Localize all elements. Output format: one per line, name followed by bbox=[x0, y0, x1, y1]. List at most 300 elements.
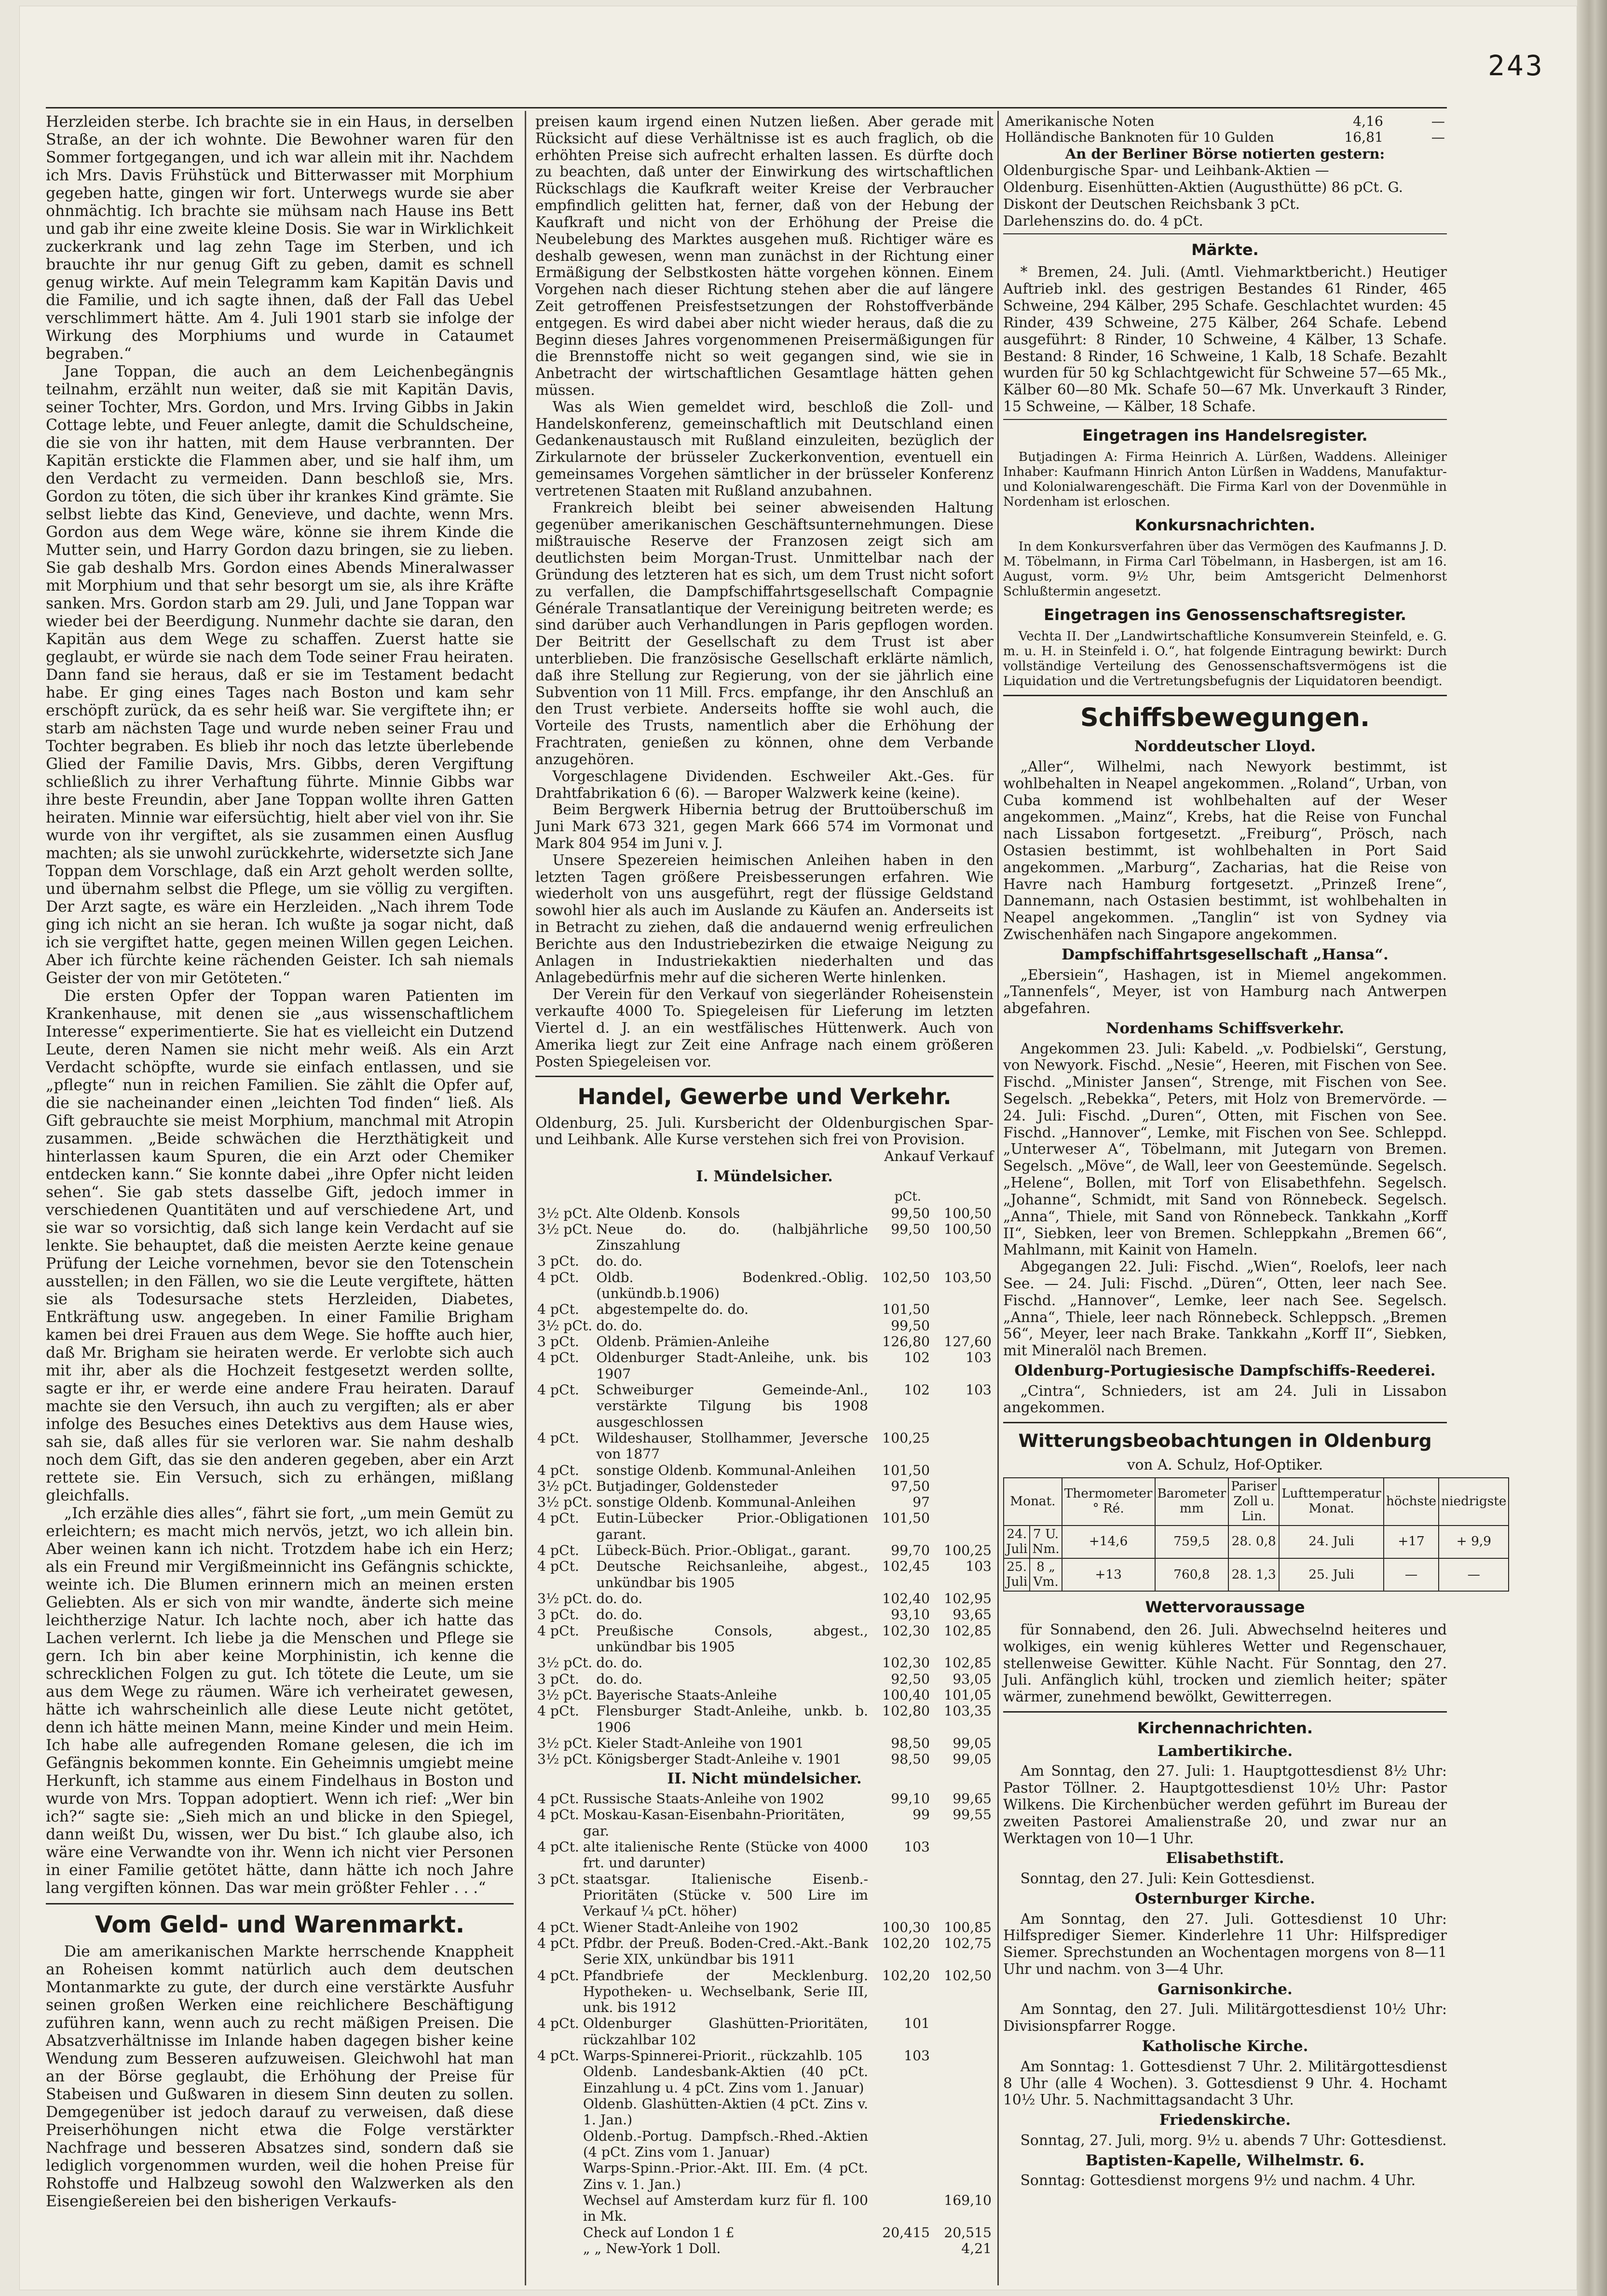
table-row bbox=[535, 2225, 994, 2241]
katholisch-title: Katholische Kirche. bbox=[1142, 2038, 1308, 2055]
weather-cell: +17 bbox=[1384, 1526, 1439, 1558]
baptisten-text: Sonntag: Gottesdienst morgens 9½ und nachm. 4 Uhr. bbox=[1020, 2172, 1416, 2189]
report-intro: Oldenburg, 25. Juli. Kursbericht der Oldenburgischen Spar- und Leihbank. Alle Kurse verstehen sich frei von Provision. bbox=[535, 1114, 994, 1148]
konkurs-text: In dem Konkursverfahren über das Vermögen des Kaufmanns J. D. M. Töbelmann, in Firma Carl Töbelmann, in Hasbergen, ist am 16. August, vorm. 9½ Uhr, beim Amtsgericht Delmenhorst Schlußtermin angesetzt. bbox=[1003, 539, 1447, 599]
price-ankauf: 102,20 bbox=[882, 1967, 930, 1984]
price-ankauf: 100,40 bbox=[882, 1687, 930, 1703]
price-verkauf: 103 bbox=[966, 1558, 992, 1575]
security-name: sonstige Oldenb. Kommunal-Anleihen bbox=[596, 1494, 856, 1511]
bond-rate: 3 pCt. bbox=[537, 1253, 579, 1270]
frieden-title: Friedenskirche. bbox=[1159, 2111, 1291, 2129]
header-verkauf: Verkauf bbox=[939, 1148, 994, 1165]
weather-header: niedrigste bbox=[1439, 1478, 1509, 1526]
security-name: do. do. bbox=[596, 1591, 643, 1607]
nordenham-text: Angekommen 23. Juli: Kabeld. „v. Podbielski“, Gerstung, von Newyork. Fischd. „Nesie“, Heeren, mit Fischen von See. Fischd. „Minister Jansen“, Strenge, mit Fischen von See. Segelsch. „Rebekka“, Peters, mit Holz von Bremervörde. — 24. Juli: Fischd. „Duren“, Otten, mit Fischen von See. Fischd. „Hannover“, Lemke, mit Fischen von See. Schleppd. „Unterweser A“, Töbelmann, mit Jutegarn von Bremen. Segelsch. „Möve“, de Wall, leer von Geestemünde. Segelsch. „Helene“, Bollen, mit Torf von Elisabethfehn. Segelsch. „Johanne“, Schmidt, mit Sand von Rönnebeck. Segelsch. „Anna“, Thiele, mit Sand von Rönnebeck. Tankkahn „Korff II“, Siebken, leer von Bremen. Schleppkahn „Bremen 66“, Mahlmann, mit Kainit von Hameln. bbox=[1003, 1040, 1447, 1258]
security-name: sonstige Oldenb. Kommunal-Anleihen bbox=[596, 1462, 856, 1478]
price-verkauf bbox=[932, 1430, 994, 1462]
table-row bbox=[535, 1871, 994, 1919]
price-ankauf: 101,50 bbox=[882, 1301, 930, 1318]
weather-cell: 7 U. Nm. bbox=[1030, 1526, 1062, 1558]
table-row bbox=[535, 1919, 994, 1935]
security-name: do. do. bbox=[596, 1253, 643, 1270]
security-name: Butjadinger, Goldensteder bbox=[596, 1478, 778, 1494]
security-name: do. do. bbox=[596, 1607, 643, 1623]
forecast-title: Wettervoraussage bbox=[1145, 1598, 1305, 1617]
berlin-line: Diskont der Deutschen Reichsbank 3 pCt. bbox=[1003, 196, 1300, 213]
price-verkauf: 93,05 bbox=[953, 1671, 992, 1687]
security-name: Pfdbr. der Preuß. Boden-Cred.-Akt.-Bank Serie XIX, unkündbar bis 1911 bbox=[583, 1935, 868, 1968]
nordenham-text-departures: Abgegangen 22. Juli: Fischd. „Wien“, Roelofs, leer nach See. — 24. Juli: Fischd. „Düren“, Otten, leer nach See. Fischd. „Hannover“, Lemke, leer nach See. Segelsch. „Anna“, Thiele, leer nach Rönnebeck. Schleppsch. „Bremen 56“, Meyer, leer nach Brake. Tankkahn „Korff II“, Siebken, mit Mineralöl nach Bremen. bbox=[1003, 1258, 1447, 1359]
price-verkauf: 93,65 bbox=[953, 1607, 992, 1623]
table-row bbox=[535, 1655, 994, 1671]
maerkte-text: * Bremen, 24. Juli. (Amtl. Viehmarktbericht.) Heutiger Auftrieb inkl. des gestrigen Bestandes 61 Rinder, 465 Schweine, 294 Kälber, 295 Schafe. Geschlachtet wurden: 45 Rinder, 439 Schweine, 275 Kälber, 264 Schafe. Lebend ausgeführt: 8 Rinder, 10 Schweine, 4 Kälber, 13 Schafe. Bestand: 8 Rinder, 16 Schweine, 1 Kalb, 18 Schafe. Bezahlt wurden für 50 kg Schlachtgewicht für Schweine 57—65 Mk., Kälber 60—80 Mk. Schafe 50—67 Mk. Unverkauft 3 Rinder, 15 Schweine, — Kälber, 18 Schafe. bbox=[1003, 263, 1447, 415]
berlin-line: Oldenburg. Eisenhütten-Aktien (Augusthütte) 86 pCt. G. bbox=[1003, 179, 1403, 196]
table-row bbox=[535, 1807, 994, 1839]
article-paragraph: Beim Bergwerk Hibernia betrug der Bruttoüberschuß im Juni Mark 673 321, gegen Mark 666 574 im Vormonat und Mark 804 954 im Juni v. J. bbox=[535, 801, 994, 851]
column-1 bbox=[46, 113, 514, 2211]
table-row bbox=[535, 1318, 994, 1334]
handelsregister-text: Butjadingen A: Firma Heinrich A. Lürßen, Waddens. Alleiniger Inhaber: Kaufmann Hinrich Anton Lürßen in Waddens, Manufaktur- und Kolonialwarengeschäft. Die Firma Karl von der Dovenmühle in Nordenham ist erloschen. bbox=[1003, 449, 1447, 509]
baptisten-title: Baptisten-Kapelle, Wilhelmstr. 6. bbox=[1085, 2151, 1365, 2169]
table-row bbox=[1003, 129, 1447, 145]
article-paragraph: preisen kaum irgend einen Nutzen ließen. Aber gerade mit Rücksicht auf diese Verhältnisse ist es auch fraglich, ob die erhöhten Preise sich aufrecht erhalten lassen. Es dürfte doch zu beachten, daß unter der Einwirkung des wirtschaftlichen Rückschlags die Kaufkraft weiter Kreise der Verbraucher empfindlich gelitten hat, ferner, daß von der Hebung der Kaufkraft und nicht von der Erhöhung der Preise die Neubelebung des Marktes ausgehen muß. Richtiger wäre es deshalb gewesen, wenn man zunächst in der Richtung einer Ermäßigung der Selbstkosten hätte vorgehen können. Einem Vorgehen nach dieser Richtung stehen aber die auf längere Zeit getroffenen Preisfestsetzungen der Rohstoffverbände entgegen. Es wird dabei aber nicht wieder heraus, daß die zu Beginn dieses Jahres vorgenommenen Preisermäßigungen für die Brennstoffe nicht so weit gegangen sind, wie sie in Anbetracht der wirtschaftlichen Gesamtlage hätten gehen müssen. bbox=[535, 113, 994, 398]
book-spine bbox=[1577, 0, 1607, 2296]
weather-byline: von A. Schulz, Hof-Optiker. bbox=[1127, 1456, 1323, 1473]
table-row bbox=[535, 1478, 994, 1494]
column-divider-2 bbox=[997, 111, 999, 2285]
price-ankauf: 101 bbox=[904, 2015, 930, 2032]
security-name: Eutin-Lübecker Prior.-Obligationen garant. bbox=[596, 1510, 868, 1542]
bond-rate: 4 pCt. bbox=[537, 1301, 579, 1318]
table-row bbox=[535, 1494, 994, 1510]
weather-cell: 759,5 bbox=[1155, 1526, 1229, 1558]
price-ankauf bbox=[870, 1871, 932, 1919]
price-ankauf: 99,70 bbox=[891, 1542, 930, 1559]
price-verkauf: 100,50 bbox=[944, 1205, 992, 1221]
section-title-market: Vom Geld- und Warenmarkt. bbox=[95, 1911, 465, 1938]
bond-rate: 3 pCt. bbox=[537, 1871, 579, 1887]
article-paragraph: „Ich erzähle dies alles“, fährt sie fort, „um mein Gemüt zu erleichtern; es macht mich nervös, jetzt, wo ich allein bin. Aber weinen kann ich nicht. Trotzdem habe ich ein Herz; als ein Freund mir Vergißmeinnicht ins Gefängnis schickte, weinte ich. Die Blumen erinnern mich an meinen ersten Geliebten. Als er sich von mir wandte, änderte sich meine leichtherzige Natur. Ich lachte noch, aber ich hatte das Lachen verlernt. Ich liebe ja die Menschen und Pflege sie gern. Ich bin aber keine Morphinistin, ich kenne die schrecklichen Folgen zu gut. Ich tötete die Leute, um sie aus dem Wege zu räumen. Wäre ich verheiratet gewesen, hätte ich wahrscheinlich alle diese Leute nicht getötet, denn ich hätte meinen Mann, meine Kinder und mein Heim. Ich habe alle aufregenden Romane gelesen, die ich im Gefängnis bekommen konnte. Ein Geheimnis umgiebt meine Herkunft, ich stamme aus einem Findelhaus in Boston und wurde von Mrs. Toppan adoptiert. Wenn ich rief: „Wer bin ich?“ sagte sie: „Sieh mich an und blicke in den Spiegel, dann weißt Du, wissen, wer Du bist.“ Ich glaube also, ich wäre eine Verwandte von ihr. Wenn ich nicht vier Personen in einer Familie getötet hätte, dann hätte ich noch Jahre lang vergiften können. Das war mein größter Fehler . . .“ bbox=[46, 1505, 514, 1897]
section-rule bbox=[1003, 695, 1447, 696]
price-ankauf: 102,45 bbox=[882, 1558, 930, 1575]
table-row bbox=[535, 1221, 994, 1254]
weather-cell: 25. Juli bbox=[1004, 1558, 1030, 1591]
table-row bbox=[535, 1623, 994, 1655]
elisabeth-text: Sonntag, den 27. Juli: Kein Gottesdienst. bbox=[1020, 1870, 1315, 1887]
table-row bbox=[535, 1510, 994, 1542]
table-row bbox=[535, 1839, 994, 1871]
price-ankauf: 103 bbox=[904, 1839, 930, 1855]
article-paragraph: Unsere Spezereien heimischen Anleihen haben in den letzten Tagen größere Preisbesserungen erfahren. Wie wiederholt von uns ausgeführt, regt der flüssige Geldstand sowohl hier als auch im Auslande zu Käufen an. Anderseits ist in Betracht zu ziehen, daß die andauernd wenig erfreulichen Berichte aus den Industriebezirken die etwaige Neigung zu Anlagen in Industriekaktien niederhalten und das Anlagebedürfnis mehr auf die sicheren Werte hinlenken. bbox=[535, 851, 994, 986]
forecast-text: für Sonnabend, den 26. Juli. Abwechselnd heiteres und wolkiges, ein wenig kühleres Wetter und Regenschauer, stellenweise Gewitter. Kühle Nacht. Für Sonntag, den 27. Juli. Anfänglich kühl, trocken und ziemlich heiter; später wärmer, zunehmend bewölkt, Gewitterregen. bbox=[1003, 1621, 1447, 1705]
table-row bbox=[535, 1703, 994, 1735]
price-ankauf bbox=[870, 2064, 932, 2096]
table-row bbox=[535, 2096, 994, 2128]
price-verkauf bbox=[932, 2015, 994, 2048]
berlin-note: An der Berliner Börse notierten gestern: bbox=[1065, 145, 1385, 162]
garnison-text: Am Sonntag, den 27. Juli. Militärgottesdienst 10½ Uhr: Divisionspfarrer Rogge. bbox=[1003, 2000, 1447, 2035]
table-row bbox=[535, 1671, 994, 1687]
section-rule bbox=[1003, 1422, 1447, 1423]
weather-cell: — bbox=[1384, 1558, 1439, 1591]
security-name: Neue do. do. (halbjährliche Zinszahlung bbox=[596, 1221, 868, 1254]
price-ankauf: 97,50 bbox=[891, 1478, 930, 1494]
security-name: Oldenb. Landesbank-Aktien (40 pCt. Einzahlung u. 4 pCt. Zins vom 1. Januar) bbox=[583, 2064, 868, 2096]
table-row bbox=[535, 2160, 994, 2192]
weather-title: Witterungsbeobachtungen in Oldenburg bbox=[1018, 1430, 1432, 1452]
price-ankauf: 99,50 bbox=[891, 1221, 930, 1237]
section-rule bbox=[1003, 419, 1447, 420]
weather-header: Monat. bbox=[1004, 1478, 1062, 1526]
bond-rate: 3½ pCt. bbox=[537, 1494, 593, 1511]
berlin-line: Oldenburgische Spar- und Leihbank-Aktien — bbox=[1003, 162, 1329, 179]
article-paragraph: Vorgeschlagene Dividenden. Eschweiler Akt.-Ges. für Drahtfabrikation 6 (6). — Baroper Walzwerk keine (keine). bbox=[535, 767, 994, 801]
top-rule bbox=[46, 107, 1447, 108]
security-name: Warps-Spinn.-Prior.-Akt. III. Em. (4 pCt. Zins v. 1. Jan.) bbox=[583, 2160, 868, 2192]
column-divider-1 bbox=[525, 111, 526, 2285]
price-verkauf: 100,50 bbox=[944, 1221, 992, 1237]
table-row bbox=[535, 2192, 994, 2225]
price-ankauf: 126,80 bbox=[882, 1334, 930, 1350]
handelsregister-title: Eingetragen ins Handelsregister. bbox=[1082, 426, 1368, 445]
lloyd-text: „Aller“, Wilhelmi, nach Newyork bestimmt, ist wohlbehalten in Neapel angekommen. „Roland“, Urban, von Cuba kommend ist wohlbehalten auf der Weser angekommen. „Mainz“, Krebs, hat die Reise von Funchal nach Lissabon fortgesetzt. „Freiburg“, Prösch, nach Ostasien bestimmt, ist wohlbehalten in Port Said angekommen. „Marburg“, Zacharias, hat die Reise von Havre nach Hamburg fortgesetzt. „Prinzeß Irene“, Dannemann, nach Ostasien bestimmt, ist wohlbehalten in Neapel angekommen. „Tanglin“ ist von Sydney via Zwischenhäfen nach Singapore angekommen. bbox=[1003, 757, 1447, 943]
weather-header: Thermometer ° Ré. bbox=[1062, 1478, 1155, 1526]
price-ankauf: 98,50 bbox=[891, 1751, 930, 1768]
table-row bbox=[535, 1735, 994, 1751]
article-paragraph: Frankreich bleibt bei seiner abweisenden Haltung gegenüber amerikanischen Geschäftsunternehmungen. Diese mißtrauische Reserve der Franzosen zeigt sich am deutlichsten beim Morgan-Trust. Unmittelbar nach der Gründung des letzteren hat es sich, um dem Trust nicht sofort zu verfallen, die Dampfschiffahrtsgesellschaft Compagnie Générale Transatlantique der Vereinigung beitreten werde; es sind darüber auch Verhandlungen in Paris gepflogen worden. Der Beitritt der Gesellschaft zu dem Trust ist aber unterblieben. Die französische Gesellschaft erklärte nämlich, daß ihre Stellung zur Regierung, von der sie jährlich eine Subvention von 11 Mill. Frcs. empfange, ihr den Anschluß an den Trust verbiete. Anderseits hoffte sie wohl auch, die Vorteile des Trusts, namentlich aber die Erhöhung der Frachtraten, genießen zu können, ohne dem Verbande anzugehören. bbox=[535, 499, 994, 768]
security-name: abgestempelte do. do. bbox=[596, 1301, 749, 1318]
group-2-title: II. Nicht mündelsicher. bbox=[667, 1770, 862, 1788]
schiff-title: Schiffsbewegungen. bbox=[1080, 703, 1370, 733]
price-verkauf bbox=[932, 2160, 994, 2192]
price-ankauf: 101,50 bbox=[882, 1510, 930, 1526]
bond-rate bbox=[535, 2225, 581, 2241]
osternburg-title: Osternburger Kirche. bbox=[1135, 1890, 1315, 1907]
price-verkauf: — bbox=[1431, 129, 1445, 146]
price-ankauf bbox=[870, 2160, 932, 2192]
bond-rate bbox=[535, 2096, 581, 2128]
price-ankauf: 97 bbox=[912, 1494, 930, 1511]
table-row bbox=[535, 1205, 994, 1221]
price-verkauf bbox=[932, 1839, 994, 1871]
security-name: Warps-Spinnerei-Priorit., rückzahlb. 105 bbox=[583, 2048, 863, 2064]
table-row bbox=[535, 1462, 994, 1478]
price-ankauf: 102,30 bbox=[882, 1655, 930, 1671]
portug-text: „Cintra“, Schnieders, ist am 24. Juli in Lissabon angekommen. bbox=[1003, 1382, 1447, 1416]
bond-rate: 4 pCt. bbox=[537, 2015, 579, 2032]
elisabeth-title: Elisabethstift. bbox=[1166, 1850, 1284, 1867]
price-ankauf: 99,50 bbox=[891, 1317, 930, 1334]
bond-rate: 4 pCt. bbox=[537, 1381, 579, 1398]
price-verkauf: 99,05 bbox=[953, 1751, 992, 1768]
security-name: „ „ New-York 1 Doll. bbox=[583, 2240, 721, 2256]
section-rule bbox=[1003, 1711, 1447, 1713]
section-rule bbox=[46, 1903, 514, 1904]
price-verkauf: 99,05 bbox=[953, 1735, 992, 1751]
bond-rate: 3 pCt. bbox=[537, 1334, 579, 1350]
weather-cell: 24. Juli bbox=[1279, 1526, 1384, 1558]
security-name: Oldb. Bodenkred.-Oblig.(unkündb.b.1906) bbox=[596, 1269, 868, 1302]
article-paragraph: Der Verein für den Verkauf von siegerländer Roheisenstein verkaufte 4000 To. Spiegeleisen für Lieferung im letzten Viertel d. J. an ein westfälisches Hüttenwerk. Auch von Amerika liegt zur Zeit eine Anfrage nach einem größeren Posten Spiegeleisen vor. bbox=[535, 986, 994, 1070]
security-name: Preußische Consols, abgest., unkündbar bis 1905 bbox=[596, 1622, 868, 1655]
bond-rate: 3½ pCt. bbox=[537, 1221, 593, 1237]
price-verkauf: 103,50 bbox=[944, 1269, 992, 1285]
weather-row bbox=[1004, 1558, 1509, 1591]
bond-rate bbox=[535, 2064, 581, 2096]
header-ankauf: Ankauf bbox=[884, 1148, 935, 1165]
price-ankauf bbox=[870, 1253, 932, 1269]
security-name: Lübeck-Büch. Prior.-Obligat., garant. bbox=[596, 1542, 851, 1559]
group-1-title: I. Mündelsicher. bbox=[696, 1168, 833, 1186]
security-name: Holländische Banknoten für 10 Gulden bbox=[1005, 129, 1274, 146]
security-name: Moskau-Kasan-Eisenbahn-Prioritäten, gar. bbox=[583, 1807, 845, 1839]
weather-header: höchste bbox=[1384, 1478, 1439, 1526]
frieden-text: Sonntag, 27. Juli, morg. 9½ u. abends 7 Uhr: Gottesdienst. bbox=[1020, 2131, 1447, 2148]
weather-cell: +13 bbox=[1062, 1558, 1155, 1591]
price-verkauf: 102,85 bbox=[944, 1622, 992, 1639]
security-name: Oldenb. Prämien-Anleihe bbox=[596, 1334, 770, 1350]
bond-rate: 3½ pCt. bbox=[537, 1317, 593, 1334]
table-row bbox=[535, 1334, 994, 1350]
table-row bbox=[535, 1935, 994, 1968]
page-number: 243 bbox=[1488, 49, 1544, 82]
bond-rate: 4 pCt. bbox=[537, 2048, 579, 2064]
bond-rate: 4 pCt. bbox=[537, 1350, 579, 1366]
price-verkauf bbox=[932, 2128, 994, 2161]
weather-cell: 8 „ Vm. bbox=[1030, 1558, 1062, 1591]
security-name: Oldenburger Glashütten-Prioritäten, rückzahlbar 102 bbox=[583, 2015, 868, 2048]
price-ankauf: 100,30 bbox=[882, 1919, 930, 1935]
bond-rate: 3 pCt. bbox=[537, 1607, 579, 1623]
konkurs-title: Konkursnachrichten. bbox=[1134, 515, 1316, 534]
price-verkauf: 99,55 bbox=[953, 1807, 992, 1823]
osternburg-text: Am Sonntag, den 27. Juli. Gottesdienst 10 Uhr: Hilfsprediger Siemer. Kinderlehre 11 Uhr: Hilfsprediger Siemer. Sprechstunden an Wochentagen morgens von 8—11 Uhr und nachm. von 3—4 Uhr. bbox=[1003, 1910, 1447, 1977]
price-verkauf: 20,515 bbox=[944, 2224, 992, 2241]
currency-table bbox=[1003, 113, 1447, 146]
lamberti-title: Lambertikirche. bbox=[1157, 1742, 1293, 1760]
price-verkauf: 127,60 bbox=[944, 1334, 992, 1350]
price-ankauf bbox=[870, 2241, 932, 2256]
bond-rate: 3½ pCt. bbox=[537, 1205, 593, 1221]
price-ankauf: 100,25 bbox=[882, 1430, 930, 1446]
garnison-title: Garnisonkirche. bbox=[1158, 1980, 1293, 1998]
weather-header: Barometer mm bbox=[1155, 1478, 1229, 1526]
price-ankauf: 102,20 bbox=[882, 1935, 930, 1951]
price-verkauf bbox=[932, 1318, 994, 1334]
price-verkauf: 103 bbox=[966, 1350, 992, 1366]
article-paragraph: Die ersten Opfer der Toppan waren Patienten im Krankenhause, mit denen sie „aus wissenschaftlichem Interesse“ experimentierte. Sie hat es vielleicht ein Dutzend Leute, deren Namen sie nicht mehr weiß. Als ein Arzt Verdacht schöpfte, wurde sie einfach entlassen, und sie „pflegte“ nun in reichen Familien. Sie zählt die Opfer auf, die sie nacheinander einen „leichten Tod finden“ ließ. Als Gift gebrauchte sie meist Morphium, manchmal mit Atropin zusammen. „Beide schwächen die Herzthätigkeit und hinterlassen kaum Spuren, die ein Arzt oder Chemiker entdecken kann.“ Sie konnte dabei „ihre Opfer nicht leiden sehen“. Sie gab stets dasselbe Gift, jedoch immer in verschiedenen Quantitäten und auf verschiedene Art, und sie war so vorsichtig, daß sich lange kein Verdacht auf sie lenkte. Sie behauptet, daß die meisten Aerzte keine genaue Prüfung der Leiche vornehmen, bevor sie den Totenschein ausstellen; in den Fällen, wo sie die Leute vergiftete, hätten sie als Todesursache stets Herzleiden, Diabetes, Entkräftung usw. angegeben. In einer Familie Brigham kamen bei drei Frauen aus dem Wege. Sie hoffte auch hier, daß Mr. Brigham sie heiraten werde. Er verlobte sich auch mit ihr, aber als die Hochzeit festgesetzt werden sollte, sagte er ihr, er werde eine andere Frau heiraten. Darauf machte sie den Versuch, ihn auch zu vergiften; als er aber infolge des Besuches eines Detektivs aus dem Hause wies, sah sie, daß alles für sie verloren war. Sie nahm deshalb noch dem Gift, das sie den anderen gegeben, aber ein Arzt rettete sie. Ein Versuch, sich zu erhängen, mißlang gleichfalls. bbox=[46, 987, 514, 1504]
security-name: Oldenb.-Portug. Dampfsch.-Rhed.-Aktien (4 pCt. Zins vom 1. Januar) bbox=[583, 2128, 868, 2160]
price-ankauf: 99 bbox=[912, 1807, 930, 1823]
article-paragraph: Jane Toppan, die auch an dem Leichenbegängnis teilnahm, erzählt nun weiter, daß sie mit Kapitän Davis, seiner Tochter, Mrs. Gordon, und Mrs. Irving Gibbs in Jakin Cottage lebte, und Feuer anlegte, damit die Schuldscheine, die sie von ihr hatten, mit dem Hause verbrannten. Der Kapitän erstickte die Flammen aber, und sie half ihm, um den Verdacht zu vermeiden. Dann beschloß sie, Mrs. Gordon zu töten, die sich über ihr krankes Kind grämte. Sie selbst liebte das Kind, Genevieve, und dachte, wenn Mrs. Gordon aus dem Wege wäre, könne sie ihrem Kinde die Mutter sein, und Harry Gordon dazu bringen, sie zu lieben. Sie gab deshalb Mrs. Gordon eines Abends Mineralwasser mit Morphium und that sehr besorgt um sie, als ihre Kräfte sanken. Mrs. Gordon starb am 29. Juli, und Jane Toppan war wieder bei der Beerdigung. Nunmehr dachte sie daran, den Kapitän aus dem Wege zu schaffen. Zuerst hatte sie geglaubt, er würde sie nach dem Tode seiner Frau heiraten. Dann fand sie heraus, daß er sie im Testament bedacht habe. Er ging eines Tages nach Boston und kam sehr erschöpft zurück, da es sehr heiß war. Sie vergiftete ihn; er starb am nächsten Tage und wurde neben seiner Frau und Tochter begraben. Es blieb ihr noch das letzte überlebende Glied der Familie Davis, Mrs. Gibbs, deren Vergiftung schließlich zu ihrer Verhaftung führte. Minnie Gibbs war ihre beste Freundin, aber Jane Toppan wollte ihren Gatten heiraten. Minnie war eifersüchtig, hielt aber viel von ihr. Sie wurde von ihr vergiftet, als sie zusammen einen Ausflug machten; als sie unwohl zurückkehrte, widersetzte sich Jane Toppan dem Vorschlage, daß ein Arzt geholt werden sollte, und übernahm selbst die Pflege, um sie völlig zu vergiften. Der Arzt sagte, es wäre ein Herzleiden. „Nach ihrem Tode ging ich nicht an sie heran. Ich wußte ja sogar nicht, daß ich sie vergiftet hatte, gegen meinen Willen gegen Leichen. Aber ich fürchte keine rächenden Geister. Ich sah niemals Geister der von mir Getöteten.“ bbox=[46, 363, 514, 987]
bond-rate: 3½ pCt. bbox=[537, 1478, 593, 1494]
bond-rate: 4 pCt. bbox=[537, 1542, 579, 1559]
security-name: do. do. bbox=[596, 1317, 643, 1334]
price-ankauf bbox=[870, 2128, 932, 2161]
column-2 bbox=[535, 113, 994, 2256]
security-name: do. do. bbox=[596, 1655, 643, 1671]
price-ankauf: 102,30 bbox=[882, 1622, 930, 1639]
column-3 bbox=[1003, 113, 1507, 2189]
price-verkauf bbox=[932, 2064, 994, 2096]
price-verkauf: 99,65 bbox=[953, 1791, 992, 1807]
table-row bbox=[535, 1687, 994, 1703]
bond-rate bbox=[535, 2241, 581, 2256]
maerkte-title: Märkte. bbox=[1191, 240, 1259, 259]
bond-table-nicht-mundelsicher bbox=[535, 1791, 994, 2256]
security-name: staatsgar. Italienische Eisenb.-Prioritäten (Stücke v. 500 Lire im Verkauf ¼ pCt. höher) bbox=[583, 1871, 868, 1919]
bond-rate: 4 pCt. bbox=[537, 1430, 579, 1446]
security-name: Russische Staats-Anleihe von 1902 bbox=[583, 1791, 825, 1807]
price-verkauf bbox=[932, 1871, 994, 1919]
price-verkauf: 101,05 bbox=[944, 1687, 992, 1703]
section-rule bbox=[535, 1076, 994, 1077]
bond-rate: 3½ pCt. bbox=[537, 1687, 593, 1703]
bond-rate bbox=[535, 2192, 581, 2225]
table-row bbox=[1003, 113, 1447, 129]
section-title-handel: Handel, Gewerbe und Verkehr. bbox=[577, 1084, 952, 1110]
security-name: Oldenburger Stadt-Anleihe, unk. bis 1907 bbox=[596, 1350, 868, 1382]
price-ankauf: 102,50 bbox=[882, 1269, 930, 1285]
price-verkauf: 102,95 bbox=[944, 1591, 992, 1607]
price-verkauf: 4,21 bbox=[961, 2240, 992, 2256]
bond-rate: 4 pCt. bbox=[537, 1967, 579, 1984]
berlin-line: Darlehenszins do. do. 4 pCt. bbox=[1003, 212, 1203, 229]
katholisch-text: Am Sonntag: 1. Gottesdienst 7 Uhr. 2. Militärgottesdienst 8 Uhr (alle 4 Wochen). 3. Gottesdienst 9 Uhr. 4. Hochamt 10½ Uhr. 5. Nachmittagsandacht 3 Uhr. bbox=[1003, 2057, 1447, 2108]
table-row bbox=[535, 1591, 994, 1607]
bond-rate: 4 pCt. bbox=[537, 1919, 579, 1935]
bond-rate: 4 pCt. bbox=[537, 1791, 579, 1807]
price-ankauf: 99,50 bbox=[891, 1205, 930, 1221]
price-verkauf: 102,50 bbox=[944, 1967, 992, 1984]
nordenham-title: Nordenhams Schiffsverkehr. bbox=[1105, 1019, 1344, 1037]
price-verkauf bbox=[932, 1253, 994, 1269]
table-row bbox=[535, 1607, 994, 1622]
price-verkauf bbox=[932, 1462, 994, 1478]
weather-cell: — bbox=[1439, 1558, 1509, 1591]
weather-cell: 28. 1,3 bbox=[1228, 1558, 1279, 1591]
table-row bbox=[535, 2241, 994, 2256]
price-ankauf: 4,16 bbox=[1353, 113, 1383, 129]
market-paragraph: Die am amerikanischen Markte herrschende Knappheit an Roheisen kommt natürlich auch dem deutschen Montanmarkte zu gute, der durch eine verstärkte Ausfuhr seinen großen Werken eine reichlichere Beschäftigung zuführen kann, wenn auch zu recht mäßigen Preisen. Die Absatzverhältnisse im Inlande haben dagegen bisher keine Wendung zum Besseren aufzuweisen. Gleichwohl hat man an der Börse geglaubt, die Erhöhung der Preise für Stabeisen und Gußwaren in diesem Sinn deuten zu sollen. Demgegenüber ist jedoch darauf zu verweisen, daß diese Preiserhöhungen nicht etwa die Folge verstärkter Nachfrage und besseren Absatzes sind, sondern daß sie lediglich vorgenommen wurden, weil die hohen Preise für Rohstoffe und Halbzeug sowohl den Walzwerken als den Eisengießereien bei den bisherigen Verkaufs- bbox=[46, 1943, 514, 2210]
berlin-list bbox=[1003, 162, 1447, 229]
security-name: Alte Oldenb. Konsols bbox=[596, 1205, 740, 1221]
table-row bbox=[535, 1542, 994, 1558]
bond-rate: 4 pCt. bbox=[537, 1935, 579, 1951]
bond-rate: 3½ pCt. bbox=[537, 1751, 593, 1768]
group-1-unit: pCt. bbox=[894, 1189, 921, 1204]
bond-rate: 3½ pCt. bbox=[537, 1591, 593, 1607]
table-row bbox=[535, 1791, 994, 1807]
bond-rate: 4 pCt. bbox=[537, 1269, 579, 1285]
table-row bbox=[535, 1270, 994, 1302]
bond-rate: 4 pCt. bbox=[537, 1807, 579, 1823]
security-name: Oldenb. Glashütten-Aktien (4 pCt. Zins v. 1. Jan.) bbox=[583, 2096, 868, 2128]
security-name: Amerikanische Noten bbox=[1005, 113, 1155, 129]
weather-table bbox=[1003, 1477, 1509, 1592]
bond-rate: 4 pCt. bbox=[537, 1558, 579, 1575]
article-paragraph: Herzleiden sterbe. Ich brachte sie in ein Haus, in derselben Straße, an der ich wohnte. Die Bewohner waren für den Sommer fortgegangen, und ich war allein mit ihr. Nachdem ich Mrs. Davis Frühstück und Bitterwasser mit Morphium gegeben hatte, gingen wir fort. Unterwegs wurde sie aber ohnmächtig. Ich brachte sie mühsam nach Hause ins Bett und gab ihr eine zweite kleine Dosis. Sie war in Wirklichkeit zuckerkrank und lag zehn Tage im Sterben, und ich brauchte ihr nur genug Gift zu geben, damit es schnell genug wirkte. Auf mein Telegramm kam Kapitän Davis und die Familie, und ich sagte ihnen, daß der Fall das Uebel verschlimmert hätte. Am 4. Juli 1901 starb sie infolge der Wirkung des Morphiums und wurde in Cataumet begraben.“ bbox=[46, 113, 514, 363]
weather-row bbox=[1004, 1526, 1509, 1558]
lloyd-title: Norddeutscher Lloyd. bbox=[1134, 738, 1316, 756]
security-name: Kieler Stadt-Anleihe von 1901 bbox=[596, 1735, 804, 1751]
table-row bbox=[535, 1253, 994, 1269]
article-paragraph: Was als Wien gemeldet wird, beschloß die Zoll- und Handelskonferenz, gemeinschaftlich mit Deutschland einen Gedankenaustausch mit Rußland einzuleiten, bezüglich der Zirkularnote der brüsseler Zuckerkonvention, eventuell ein gemeinsames Vorgehen sämtlicher in der brüsseler Konferenz vertretenen Staaten mit Rußland anzubahnen. bbox=[535, 398, 994, 499]
weather-cell: +14,6 bbox=[1062, 1526, 1155, 1558]
price-ankauf: 16,81 bbox=[1344, 129, 1383, 146]
price-ankauf: 20,415 bbox=[882, 2224, 930, 2241]
security-name: Bayerische Staats-Anleihe bbox=[596, 1687, 777, 1703]
price-ankauf bbox=[870, 2192, 932, 2225]
table-row bbox=[535, 2048, 994, 2064]
weather-cell: + 9,9 bbox=[1439, 1526, 1509, 1558]
table-row bbox=[535, 1430, 994, 1462]
price-verkauf: 100,85 bbox=[944, 1919, 992, 1935]
table-row bbox=[535, 2015, 994, 2048]
bond-rate: 4 pCt. bbox=[537, 1839, 579, 1855]
security-name: do. do. bbox=[596, 1671, 643, 1687]
table-row bbox=[535, 1350, 994, 1382]
price-verkauf: 100,25 bbox=[944, 1542, 992, 1559]
bond-rate: 4 pCt. bbox=[537, 1703, 579, 1719]
bond-rate: 4 pCt. bbox=[537, 1510, 579, 1526]
price-verkauf: 102,75 bbox=[944, 1935, 992, 1951]
price-verkauf bbox=[932, 2048, 994, 2064]
price-ankauf: 102 bbox=[904, 1350, 930, 1366]
genossenschaft-title: Eingetragen ins Genossenschaftsregister. bbox=[1044, 606, 1406, 624]
price-verkauf bbox=[932, 1478, 994, 1494]
price-ankauf: 102,80 bbox=[882, 1703, 930, 1719]
price-verkauf: 102,85 bbox=[944, 1655, 992, 1671]
hansa-title: Dampfschiffahrtsgesellschaft „Hansa“. bbox=[1062, 945, 1389, 963]
security-name: Schweiburger Gemeinde-Anl., verstärkte Tilgung bis 1908 ausgeschlossen bbox=[596, 1381, 868, 1430]
weather-cell: 25. Juli bbox=[1279, 1558, 1384, 1591]
section-rule bbox=[1003, 233, 1447, 234]
price-ankauf: 92,50 bbox=[891, 1671, 930, 1687]
security-name: Check auf London 1 £ bbox=[583, 2224, 735, 2241]
lamberti-text: Am Sonntag, den 27. Juli: 1. Hauptgottesdienst 8½ Uhr: Pastor Töllner. 2. Hauptgottesdienst 10½ Uhr: Pastor Wilkens. Die Kirchenbücher werden geführt im Bureau der zweiten Pastorei Amalienstraße 20, und zwar nur an Werktagen von 10—1 Uhr. bbox=[1003, 1762, 1447, 1847]
bond-rate: 4 pCt. bbox=[537, 1622, 579, 1639]
bond-rate: 3 pCt. bbox=[537, 1671, 579, 1687]
price-verkauf: — bbox=[1431, 113, 1445, 129]
table-row bbox=[535, 1751, 994, 1767]
weather-header: Pariser Zoll u. Lin. bbox=[1228, 1478, 1279, 1526]
bond-rate: 3½ pCt. bbox=[537, 1735, 593, 1751]
price-verkauf bbox=[932, 1494, 994, 1510]
security-name: Wechsel auf Amsterdam kurz für fl. 100 in Mk. bbox=[583, 2192, 868, 2225]
price-column-headers bbox=[535, 1148, 994, 1165]
weather-cell: 760,8 bbox=[1155, 1558, 1229, 1591]
security-name: Deutsche Reichsanleihe, abgest., unkündbar bis 1905 bbox=[596, 1558, 868, 1591]
price-verkauf: 103,35 bbox=[944, 1703, 992, 1719]
security-name: Flensburger Stadt-Anleihe, unkb. b. 1906 bbox=[596, 1703, 868, 1735]
weather-cell: 28. 0,8 bbox=[1228, 1526, 1279, 1558]
price-verkauf bbox=[932, 1301, 994, 1317]
hansa-text: „Ebersiein“, Hashagen, ist in Miemel angekommen. „Tannenfels“, Meyer, ist von Hamburg nach Antwerpen abgefahren. bbox=[1003, 966, 1447, 1017]
price-verkauf: 103 bbox=[966, 1381, 992, 1398]
price-ankauf: 101,50 bbox=[882, 1462, 930, 1478]
price-ankauf: 99,10 bbox=[891, 1791, 930, 1807]
security-name: Königsberger Stadt-Anleihe v. 1901 bbox=[596, 1751, 842, 1768]
table-row bbox=[535, 1968, 994, 2016]
security-name: Wildeshauser, Stollhammer, Jeversche von 1877 bbox=[596, 1430, 868, 1462]
security-name: Pfandbriefe der Mecklenburg. Hypotheken- u. Wechselbank, Serie III, unk. bis 1912 bbox=[583, 1967, 868, 2016]
price-verkauf bbox=[932, 1510, 994, 1542]
weather-header: Lufttemperatur Monat. bbox=[1279, 1478, 1384, 1526]
portug-title: Oldenburg-Portugiesische Dampfschiffs-Reederei. bbox=[1014, 1362, 1436, 1380]
price-ankauf: 103 bbox=[904, 2048, 930, 2064]
bond-table-mundelsicher bbox=[535, 1205, 994, 1768]
